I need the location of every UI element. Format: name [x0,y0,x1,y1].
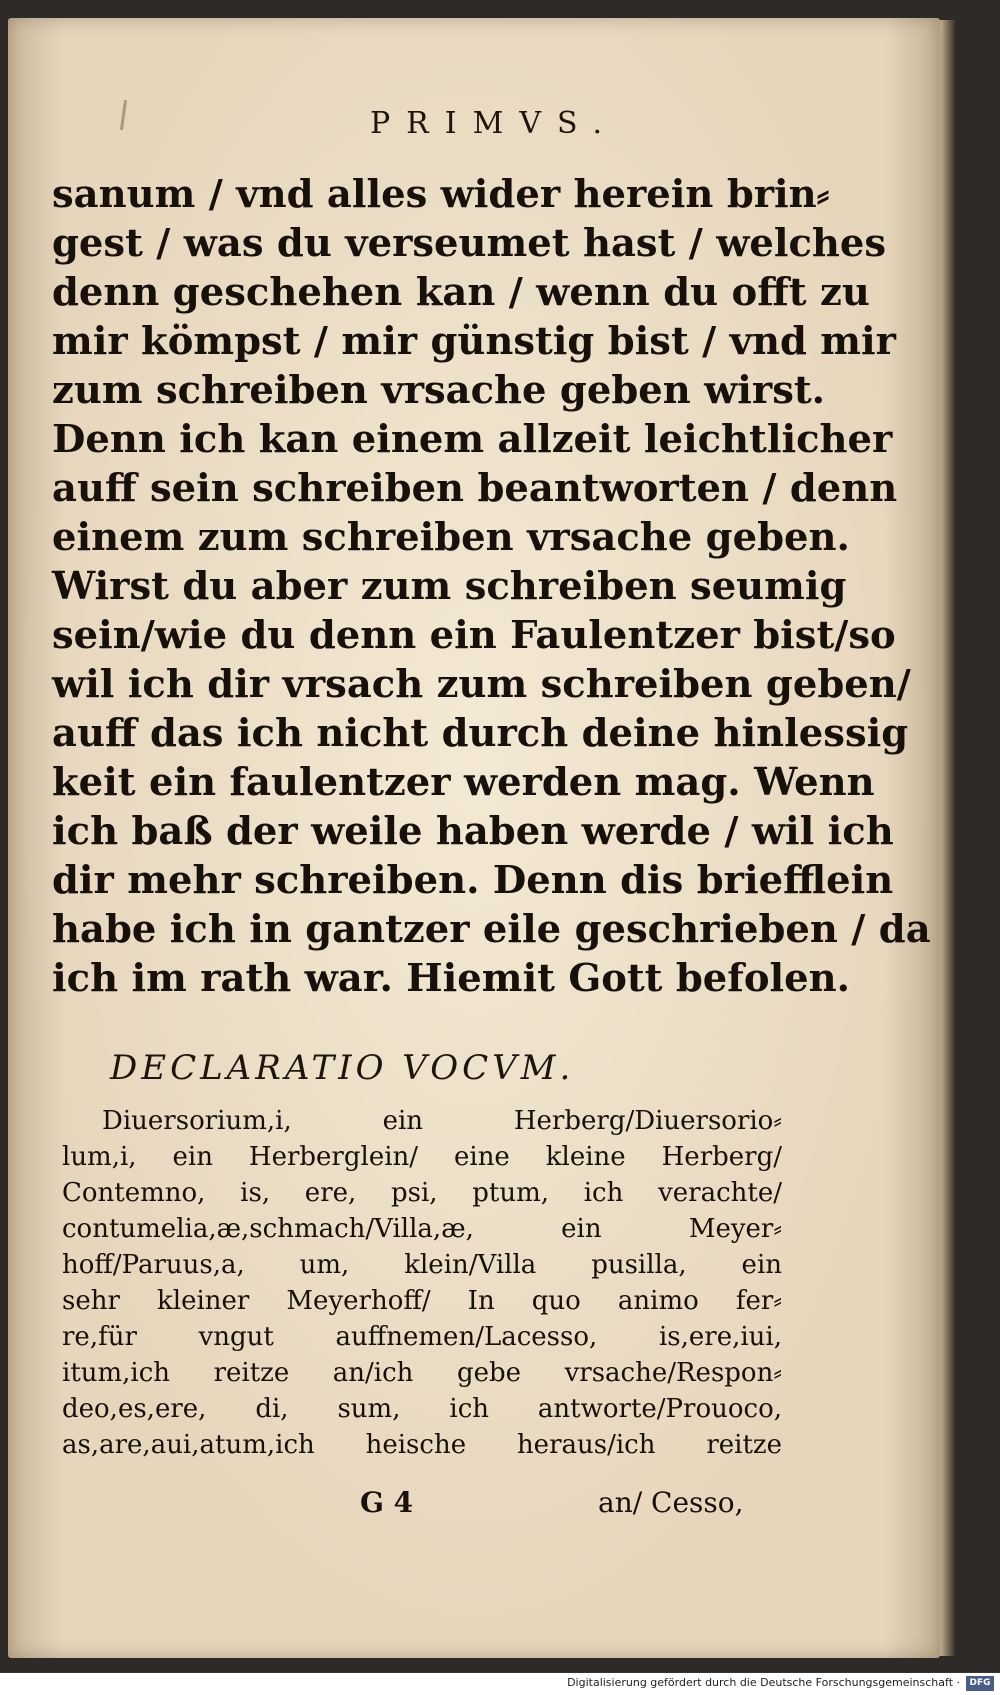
body-line: habe ich in gantzer eile geschrieben / da [52,907,931,952]
body-line: einem zum schreiben vrsache geben. [52,515,850,560]
section-heading: DECLARATIO VOCVM. [110,1048,575,1088]
body-line: auff das ich nicht durch deine hinlessig [52,711,909,756]
gloss-line: Diuersorium,i, ein Herberg/Diuersorio⸗ [102,1106,782,1136]
funding-credit: Digitalisierung gefördert durch die Deutsche Forschungsgemeinschaft · [567,1676,960,1689]
running-header: PRIMVS. [369,106,619,141]
body-line: sanum / vnd alles wider herein brin⸗ [52,172,830,217]
gloss-line: deo,es,ere, di, sum, ich antworte/Prouoco, [62,1394,782,1424]
gloss-line: Contemno, is, ere, psi, ptum, ich verachte/ [62,1178,782,1208]
catchword: an/ Cesso, [598,1486,744,1519]
gloss-line: sehr kleiner Meyerhoff/ In quo animo fer⸗ [62,1286,782,1316]
credit-bar [0,1673,1000,1695]
body-line: mir kömpst / mir günstig bist / vnd mir [52,319,896,364]
body-line: auff sein schreiben beantworten / denn [52,466,898,511]
body-line: keit ein faulentzer werden mag. Wenn [52,760,875,805]
body-line: wil ich dir vrsach zum schreiben geben/ [52,662,911,707]
book-page [8,18,940,1658]
body-line: zum schreiben vrsache geben wirst. [52,368,826,413]
body-line: Denn ich kan einem allzeit leichtlicher [52,417,893,462]
body-line: ich baß der weile haben werde / wil ich [52,809,894,854]
gloss-line: re,für vngut auffnemen/Lacesso, is,ere,iui, [62,1322,782,1352]
body-line: gest / was du verseumet hast / welches [52,221,887,266]
vocabulary-gloss [62,1103,782,1463]
body-line: ich im rath war. Hiemit Gott befolen. [52,956,851,1001]
body-line: denn geschehen kan / wenn du offt zu [52,270,870,315]
body-line: Wirst du aber zum schreiben seumig [52,564,847,609]
gloss-line: as,are,aui,atum,ich heische heraus/ich reitze [62,1430,782,1460]
body-line: dir mehr schreiben. Denn dis briefflein [52,858,894,903]
body-line: sein/wie du denn ein Faulentzer bist/so [52,613,896,658]
gloss-line: hoff/Paruus,a, um, klein/Villa pusilla, ein [62,1250,782,1280]
gloss-line: itum,ich reitze an/ich gebe vrsache/Respon⸗ [62,1358,782,1388]
letter-body [52,170,931,1003]
gloss-line: lum,i, ein Herberglein/ eine kleine Herberg/ [62,1142,782,1172]
dfg-logo-icon: DFG [966,1676,994,1691]
gloss-line: contumelia,æ,schmach/Villa,æ, ein Meyer⸗ [62,1214,782,1244]
signature-mark: G 4 [360,1486,414,1519]
